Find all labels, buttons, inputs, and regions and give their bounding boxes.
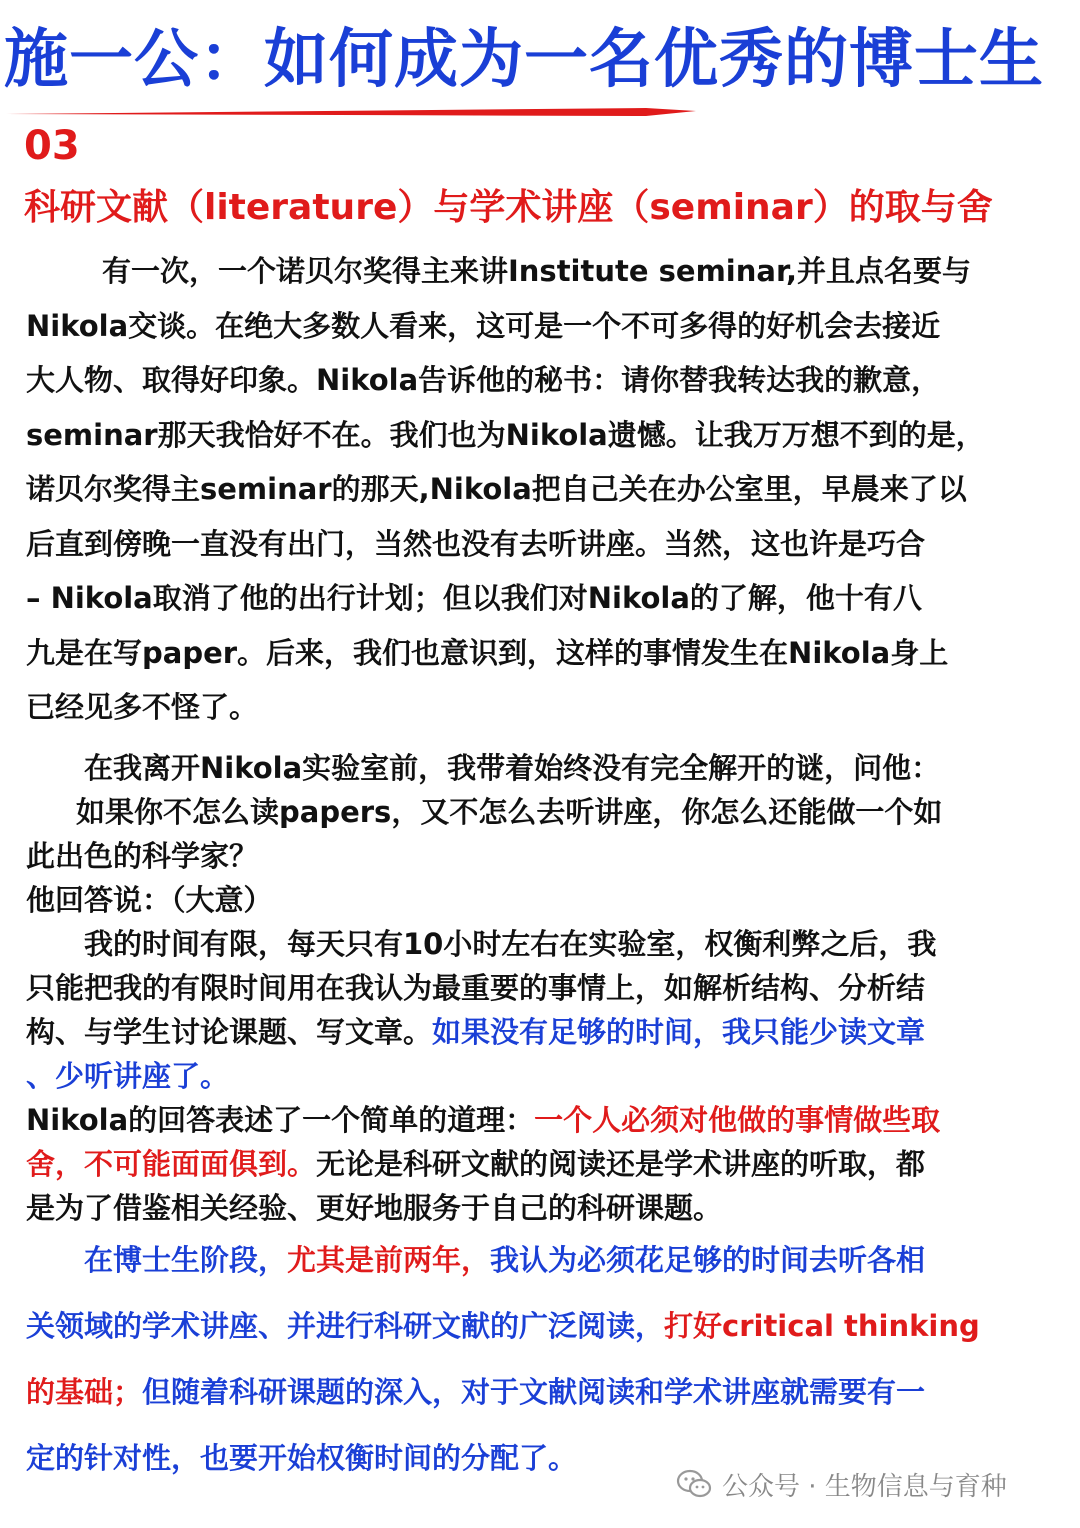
lesson-line — [26, 1098, 1066, 1142]
paragraph-2 — [26, 746, 1066, 1230]
question-line: 此出色的科学家？ — [26, 839, 259, 873]
paragraph-1-line: 大人物、取得好印象。Nikola告诉他的秘书：请你替我转达我的歉意， — [26, 363, 941, 397]
reply-highlight: 如果没有足够的时间，我只能少读文章 — [432, 1015, 926, 1049]
page-title: 施一公：如何成为一名优秀的博士生 — [4, 23, 1044, 97]
reply-line: 只能把我的有限时间用在我认为最重要的事情上，如解析结构、分析结 — [26, 971, 926, 1005]
question-intro: 在我离开Nikola实验室前，我带着始终没有完全解开的谜，问他： — [84, 751, 941, 785]
reply-line: 我的时间有限，每天只有10小时左右在实验室，权衡利弊之后，我 — [84, 927, 937, 961]
lesson-line — [26, 1142, 1066, 1186]
footer-watermark — [676, 1462, 1007, 1506]
lesson-text: 无论是科研文献的阅读还是学术讲座的听取，都 — [316, 1147, 926, 1181]
section-heading: 科研文献（literature）与学术讲座（seminar）的取与舍 — [24, 187, 993, 228]
paragraph-1-line: 后直到傍晚一直没有出门，当然也没有去听讲座。当然，这也许是巧合 — [26, 526, 926, 561]
reply-intro: 他回答说：（大意） — [26, 883, 273, 917]
section-number: 03 — [24, 123, 80, 169]
paragraph-1-line: 有一次，一个诺贝尔奖得主来讲Institute seminar,并且点名要与 — [102, 254, 971, 288]
lesson-line: 是为了借鉴相关经验、更好地服务于自己的科研课题。 — [26, 1191, 723, 1225]
advice-blue: 关领域的学术讲座、并进行科研文献的广泛阅读， — [26, 1309, 665, 1343]
lesson-highlight: 一个人必须对他做的事情做些取 — [534, 1103, 941, 1137]
advice-line: 定的针对性，也要开始权衡时间的分配了。 — [26, 1441, 578, 1475]
reply-line — [26, 1010, 1066, 1054]
advice-red: 尤其是前两年， — [287, 1243, 491, 1277]
paragraph-1-line: 诺贝尔奖得主seminar的那天,Nikola把自己关在办公室里，早晨来了以 — [26, 472, 967, 506]
lesson-highlight: 舍，不可能面面俱到。 — [26, 1147, 317, 1181]
wechat-icon — [676, 1469, 712, 1499]
paragraph-1-line: 已经见多不怪了。 — [26, 690, 259, 724]
paragraph-3 — [26, 1227, 1066, 1491]
advice-red: 打好critical thinking — [664, 1309, 980, 1343]
advice-line — [26, 1227, 1066, 1293]
advice-blue: 在博士生阶段， — [84, 1243, 288, 1277]
paragraph-1-line: – Nikola取消了他的出行计划；但以我们对Nikola的了解，他十有八 — [26, 581, 922, 615]
paragraph-1-line: Nikola交谈。在绝大多数人看来，这可是一个不可多得的好机会去接近 — [26, 308, 941, 343]
advice-line — [26, 1293, 1066, 1359]
footer-text: 公众号 · 生物信息与育种 — [722, 1471, 1007, 1502]
reply-highlight: 、少听讲座了。 — [26, 1059, 230, 1093]
paragraph-1-line: seminar那天我恰好不在。我们也为Nikola遗憾。让我万万想不到的是， — [26, 417, 985, 452]
reply-text: 构、与学生讨论课题、写文章。 — [26, 1015, 433, 1049]
lesson-text: Nikola的回答表述了一个简单的道理： — [26, 1103, 535, 1137]
advice-red: 的基础； — [26, 1375, 143, 1409]
question-line: 如果你不怎么读papers，又不怎么去听讲座，你怎么还能做一个如 — [76, 795, 943, 829]
advice-line — [26, 1359, 1066, 1425]
advice-blue: 但随着科研课题的深入，对于文献阅读和学术讲座就需要有一 — [142, 1375, 926, 1409]
advice-blue: 我认为必须花足够的时间去听各相 — [490, 1243, 926, 1277]
paragraph-1 — [26, 244, 1066, 735]
paragraph-1-line: 九是在写paper。后来，我们也意识到，这样的事情发生在Nikola身上 — [26, 635, 949, 670]
title-underline-arrow — [6, 100, 696, 124]
